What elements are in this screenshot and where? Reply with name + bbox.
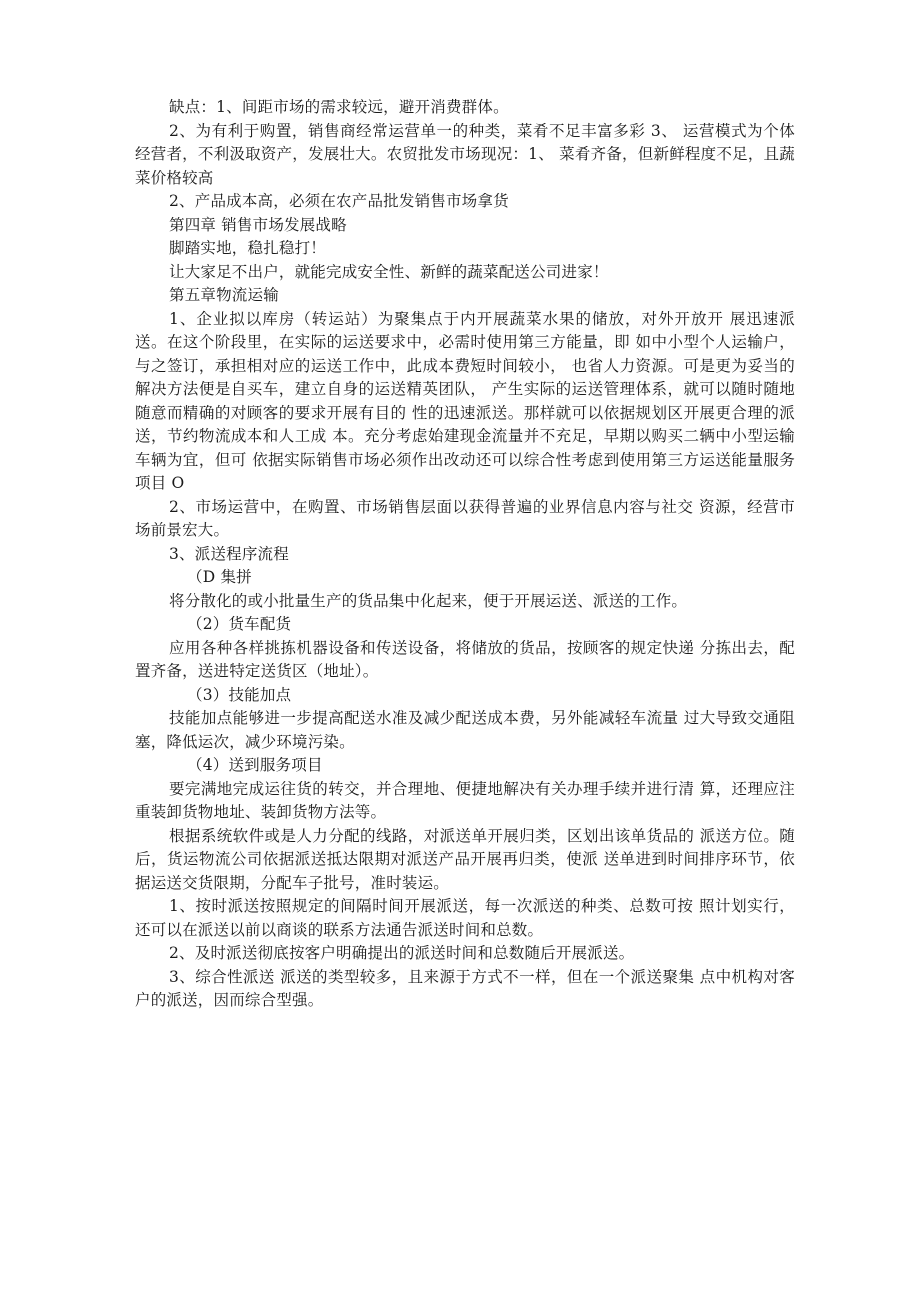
paragraph: 将分散化的或小批量生产的货品集中化起来，便于开展运送、派送的工作。 — [169, 591, 688, 610]
paragraph: 缺点：1、间距市场的需求较远，避开消费群体。 — [169, 98, 509, 116]
paragraph: 应用各种各样挑拣机器设备和传送设备，将储放的货品，按顾客的规定快递 分拣出去，配置齐备，送进特定送货区（地址）。 — [135, 638, 795, 680]
paragraph: 要完满地完成运往货的转交，并合理地、便捷地解决有关办理手续并进行清 算，还理应注重装卸货物地址、装卸货物方法等。 — [135, 779, 795, 821]
paragraph: 技能加点能够进一步提高配送水准及减少配送成本费，另外能减轻车流量 过大导致交通阻塞，降低运次，减少环境污染。 — [135, 709, 795, 751]
paragraph: 1、按时派送按照规定的间隔时间开展派送，每一次派送的种类、总数可按 照计划实行，还可以在派送以前以商谈的联系方法通告派送时间和总数。 — [135, 897, 795, 939]
chapter-heading: 第四章 销售市场发展战略 — [169, 215, 347, 234]
section-heading: 3、派送程序流程 — [169, 544, 289, 563]
paragraph: 2、产品成本高，必须在农产品批发销售市场拿货 — [169, 192, 509, 210]
subsection-heading: （4）送到服务项目 — [187, 756, 323, 774]
subsection-heading: （2）货车配货 — [187, 615, 292, 633]
paragraph: 让大家足不出户，就能完成安全性、新鲜的蔬菜配送公司进家！ — [169, 262, 609, 281]
subsection-heading: （3）技能加点 — [187, 685, 292, 704]
paragraph: 根据系统软件或是人力分配的线路，对派送单开展归类，区划出该单货品的 派送方位。随后，货运物流公司依据派送抵达限期对派送产品开展再归类，使派 送单进到时间排序环节，依据运送交货限期，分配车子批号，准时装运。 — [135, 826, 795, 892]
paragraph: 2、为有利于购置，销售商经常运营单一的种类，菜肴不足丰富多彩 3、 运营模式为个体经营者，不利汲取资产，发展壮大。农贸批发市场现况：1、 菜肴齐备，但新鲜程度不足，且蔬菜价格较高 — [135, 121, 795, 187]
paragraph: 脚踏实地，稳扎稳打！ — [169, 239, 327, 257]
paragraph: 1、企业拟以库房（转运站）为聚集点于内开展蔬菜水果的储放，对外开放开 展迅速派送。在这个阶段里，在实际的运送要求中，必需时使用第三方能量，即 如中小型个人运输户，与之签订，承担相对应的运送工作中，此成本费短时间较小， 也省人力资源。可是更为妥当的解决方法便是自买车，建立自身的运送精英团队， 产生实际的运送管理体系，就可以随时随地随意而精确的对顾客的要求开展有目的 性的迅速派送。那样就可以依据规划区开展更合理的派送，节约物流成本和人工成 本。充分考虑始建现金流量并不充足，早期以购买二辆中小型运输车辆为宜，但可 依据实际销售市场必须作出改动还可以综合性考虑到使用第三方运送能量服务项目 O — [135, 309, 795, 492]
document-body — [135, 96, 795, 1013]
subsection-heading: （D 集拼 — [187, 568, 252, 586]
paragraph: 3、综合性派送 派送的类型较多，且来源于方式不一样，但在一个派送聚集 点中机构对客户的派送，因而综合型强。 — [135, 967, 795, 1009]
paragraph: 2、市场运营中，在购置、市场销售层面以获得普遍的业界信息内容与社交 资源，经营市场前景宏大。 — [135, 497, 795, 539]
chapter-heading: 第五章物流运输 — [169, 286, 279, 304]
paragraph: 2、及时派送彻底按客户明确提出的派送时间和总数随后开展派送。 — [169, 944, 635, 962]
